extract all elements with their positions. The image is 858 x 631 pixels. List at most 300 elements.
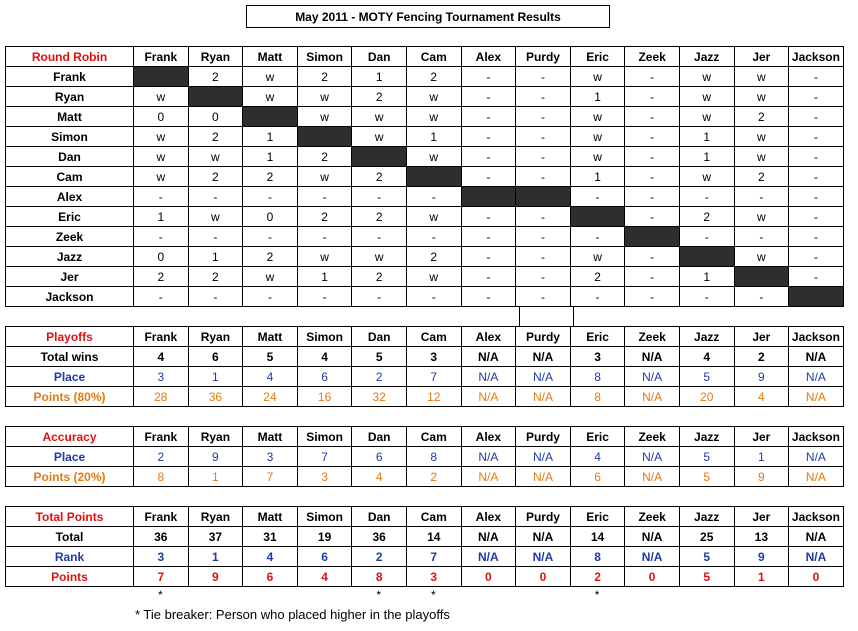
divider-line bbox=[519, 306, 520, 326]
table-cell: 24 bbox=[243, 387, 298, 407]
column-header: Dan bbox=[352, 427, 407, 447]
table-cell: 8 bbox=[570, 387, 625, 407]
column-header: Ryan bbox=[188, 507, 243, 527]
table-cell: 2 bbox=[570, 267, 625, 287]
column-header: Matt bbox=[243, 507, 298, 527]
column-header: Alex bbox=[461, 427, 516, 447]
row-label: Jer bbox=[6, 267, 134, 287]
table-cell: 9 bbox=[734, 547, 789, 567]
table-row bbox=[6, 287, 844, 307]
row-label: Total wins bbox=[6, 347, 134, 367]
table-cell: - bbox=[406, 287, 461, 307]
table-cell: 2 bbox=[352, 207, 407, 227]
table-cell: w bbox=[570, 147, 625, 167]
table-cell: w bbox=[297, 107, 352, 127]
table-cell: 36 bbox=[352, 527, 407, 547]
table-cell: - bbox=[734, 187, 789, 207]
table-cell: 2 bbox=[297, 207, 352, 227]
table-row bbox=[6, 167, 844, 187]
table-cell: 0 bbox=[625, 567, 680, 587]
row-label: Simon bbox=[6, 127, 134, 147]
table-cell: 12 bbox=[406, 387, 461, 407]
self-match-cell bbox=[243, 107, 298, 127]
self-match-cell bbox=[734, 267, 789, 287]
table-cell: w bbox=[243, 67, 298, 87]
divider-line bbox=[573, 306, 574, 326]
column-header: Purdy bbox=[516, 47, 571, 67]
table-cell: 37 bbox=[188, 527, 243, 547]
table-cell: 2 bbox=[352, 267, 407, 287]
table-cell: - bbox=[789, 67, 844, 87]
table-cell: 2 bbox=[243, 167, 298, 187]
table-cell: 2 bbox=[188, 167, 243, 187]
table-cell: - bbox=[461, 87, 516, 107]
column-header: Jer bbox=[734, 507, 789, 527]
table-cell: 2 bbox=[188, 67, 243, 87]
self-match-cell bbox=[406, 167, 461, 187]
table-cell: 1 bbox=[679, 267, 734, 287]
column-header: Eric bbox=[570, 47, 625, 67]
table-cell: 3 bbox=[406, 347, 461, 367]
row-label: Place bbox=[6, 447, 134, 467]
table-cell: N/A bbox=[516, 527, 571, 547]
section-label: Round Robin bbox=[6, 47, 134, 67]
table-cell: 3 bbox=[406, 567, 461, 587]
table-cell: - bbox=[461, 127, 516, 147]
table-cell: N/A bbox=[789, 527, 844, 547]
table-cell: 2 bbox=[570, 567, 625, 587]
total-points-table bbox=[5, 506, 844, 587]
table-cell: 1 bbox=[243, 147, 298, 167]
table-cell: 8 bbox=[406, 447, 461, 467]
table-cell: w bbox=[297, 87, 352, 107]
table-cell: - bbox=[789, 187, 844, 207]
table-cell: - bbox=[243, 287, 298, 307]
total-wins-row bbox=[6, 347, 844, 367]
table-cell: w bbox=[406, 267, 461, 287]
table-cell: - bbox=[516, 247, 571, 267]
column-header: Jackson bbox=[789, 507, 844, 527]
table-cell: 5 bbox=[679, 567, 734, 587]
table-cell: 4 bbox=[134, 347, 189, 367]
table-cell: 1 bbox=[243, 127, 298, 147]
table-cell: 16 bbox=[297, 387, 352, 407]
self-match-cell bbox=[516, 187, 571, 207]
table-cell: - bbox=[625, 67, 680, 87]
table-cell: N/A bbox=[625, 347, 680, 367]
section-label: Playoffs bbox=[6, 327, 134, 347]
header-row bbox=[6, 427, 844, 447]
row-label: Points (80%) bbox=[6, 387, 134, 407]
row-label: Cam bbox=[6, 167, 134, 187]
self-match-cell bbox=[188, 87, 243, 107]
self-match-cell bbox=[679, 247, 734, 267]
table-cell: - bbox=[516, 147, 571, 167]
table-cell: w bbox=[679, 107, 734, 127]
table-cell: w bbox=[243, 267, 298, 287]
table-cell: w bbox=[297, 167, 352, 187]
table-cell: w bbox=[679, 87, 734, 107]
rank-row bbox=[6, 547, 844, 567]
column-header: Dan bbox=[352, 507, 407, 527]
table-cell: 1 bbox=[570, 167, 625, 187]
table-cell: 2 bbox=[134, 447, 189, 467]
column-header: Jer bbox=[734, 327, 789, 347]
table-cell: 0 bbox=[516, 567, 571, 587]
table-cell: - bbox=[461, 67, 516, 87]
row-label: Frank bbox=[6, 67, 134, 87]
table-cell: 14 bbox=[570, 527, 625, 547]
table-cell: w bbox=[134, 87, 189, 107]
table-cell: 6 bbox=[570, 467, 625, 487]
column-header: Ryan bbox=[188, 327, 243, 347]
table-cell: N/A bbox=[461, 527, 516, 547]
table-cell: 20 bbox=[679, 387, 734, 407]
table-cell: N/A bbox=[625, 447, 680, 467]
table-cell: N/A bbox=[516, 467, 571, 487]
table-cell: w bbox=[352, 127, 407, 147]
tie-marker: * bbox=[594, 588, 600, 602]
table-cell: - bbox=[134, 187, 189, 207]
table-cell: 4 bbox=[243, 367, 298, 387]
table-cell: 36 bbox=[188, 387, 243, 407]
table-cell: - bbox=[516, 267, 571, 287]
playoffs-table bbox=[5, 326, 844, 407]
table-cell: 4 bbox=[734, 387, 789, 407]
place-row bbox=[6, 447, 844, 467]
table-cell: N/A bbox=[516, 447, 571, 467]
column-header: Ryan bbox=[188, 427, 243, 447]
table-cell: - bbox=[789, 167, 844, 187]
table-cell: - bbox=[134, 227, 189, 247]
table-cell: - bbox=[789, 207, 844, 227]
table-cell: 2 bbox=[406, 467, 461, 487]
table-cell: 1 bbox=[679, 127, 734, 147]
table-cell: 8 bbox=[570, 547, 625, 567]
table-cell: 8 bbox=[570, 367, 625, 387]
table-cell: - bbox=[789, 107, 844, 127]
table-cell: 1 bbox=[188, 467, 243, 487]
table-cell: - bbox=[243, 227, 298, 247]
table-cell: w bbox=[734, 127, 789, 147]
table-cell: - bbox=[789, 127, 844, 147]
row-label: Alex bbox=[6, 187, 134, 207]
column-header: Eric bbox=[570, 507, 625, 527]
table-cell: - bbox=[461, 267, 516, 287]
table-cell: 2 bbox=[406, 247, 461, 267]
table-cell: w bbox=[352, 247, 407, 267]
table-cell: w bbox=[406, 107, 461, 127]
table-cell: 9 bbox=[734, 467, 789, 487]
table-cell: N/A bbox=[461, 367, 516, 387]
table-cell: 7 bbox=[134, 567, 189, 587]
table-cell: - bbox=[789, 247, 844, 267]
table-cell: w bbox=[134, 127, 189, 147]
table-cell: - bbox=[188, 187, 243, 207]
table-cell: - bbox=[679, 227, 734, 247]
section-label: Accuracy bbox=[6, 427, 134, 447]
self-match-cell bbox=[352, 147, 407, 167]
table-cell: - bbox=[243, 187, 298, 207]
table-cell: - bbox=[625, 207, 680, 227]
points-row bbox=[6, 387, 844, 407]
table-cell: N/A bbox=[516, 347, 571, 367]
table-cell: 8 bbox=[134, 467, 189, 487]
column-header: Jazz bbox=[679, 327, 734, 347]
column-header: Jer bbox=[734, 47, 789, 67]
column-header: Jackson bbox=[789, 327, 844, 347]
column-header: Alex bbox=[461, 327, 516, 347]
table-cell: 4 bbox=[679, 347, 734, 367]
table-cell: w bbox=[679, 67, 734, 87]
column-header: Frank bbox=[134, 427, 189, 447]
table-cell: w bbox=[406, 207, 461, 227]
column-header: Zeek bbox=[625, 327, 680, 347]
table-row bbox=[6, 207, 844, 227]
table-cell: w bbox=[570, 107, 625, 127]
table-cell: w bbox=[734, 207, 789, 227]
table-cell: - bbox=[789, 267, 844, 287]
table-cell: - bbox=[297, 287, 352, 307]
table-cell: w bbox=[297, 247, 352, 267]
table-cell: - bbox=[570, 287, 625, 307]
table-cell: - bbox=[461, 207, 516, 227]
table-cell: 2 bbox=[297, 67, 352, 87]
table-cell: 1 bbox=[406, 127, 461, 147]
points-row bbox=[6, 567, 844, 587]
table-cell: 0 bbox=[134, 247, 189, 267]
table-cell: - bbox=[516, 127, 571, 147]
page-title: May 2011 - MOTY Fencing Tournament Results bbox=[246, 5, 610, 28]
row-label: Points bbox=[6, 567, 134, 587]
header-row bbox=[6, 47, 844, 67]
table-cell: N/A bbox=[789, 387, 844, 407]
table-cell: N/A bbox=[789, 367, 844, 387]
table-cell: 3 bbox=[570, 347, 625, 367]
column-header: Eric bbox=[570, 327, 625, 347]
column-header: Purdy bbox=[516, 427, 571, 447]
row-label: Points (20%) bbox=[6, 467, 134, 487]
table-cell: - bbox=[734, 227, 789, 247]
column-header: Jackson bbox=[789, 47, 844, 67]
table-cell: 2 bbox=[297, 147, 352, 167]
table-cell: 6 bbox=[297, 547, 352, 567]
table-cell: - bbox=[789, 227, 844, 247]
table-cell: 0 bbox=[134, 107, 189, 127]
table-cell: - bbox=[352, 287, 407, 307]
table-cell: 5 bbox=[243, 347, 298, 367]
self-match-cell bbox=[789, 287, 844, 307]
table-cell: 3 bbox=[297, 467, 352, 487]
table-cell: - bbox=[461, 287, 516, 307]
column-header: Simon bbox=[297, 327, 352, 347]
table-cell: 2 bbox=[188, 127, 243, 147]
table-cell: w bbox=[134, 147, 189, 167]
table-cell: 2 bbox=[352, 87, 407, 107]
row-label: Total bbox=[6, 527, 134, 547]
column-header: Zeek bbox=[625, 427, 680, 447]
row-label: Jackson bbox=[6, 287, 134, 307]
table-row bbox=[6, 147, 844, 167]
table-cell: w bbox=[734, 67, 789, 87]
table-cell: - bbox=[352, 187, 407, 207]
table-row bbox=[6, 227, 844, 247]
table-cell: - bbox=[461, 247, 516, 267]
table-cell: 7 bbox=[297, 447, 352, 467]
column-header: Purdy bbox=[516, 327, 571, 347]
row-label: Jazz bbox=[6, 247, 134, 267]
column-header: Jazz bbox=[679, 427, 734, 447]
table-cell: N/A bbox=[461, 387, 516, 407]
table-cell: - bbox=[625, 127, 680, 147]
table-cell: 7 bbox=[406, 547, 461, 567]
column-header: Cam bbox=[406, 47, 461, 67]
table-cell: 2 bbox=[734, 347, 789, 367]
table-cell: - bbox=[297, 227, 352, 247]
column-header: Matt bbox=[243, 47, 298, 67]
round-robin-table bbox=[5, 46, 844, 307]
table-cell: - bbox=[625, 267, 680, 287]
table-cell: N/A bbox=[461, 547, 516, 567]
table-cell: 2 bbox=[679, 207, 734, 227]
column-header: Simon bbox=[297, 507, 352, 527]
table-cell: - bbox=[461, 107, 516, 127]
table-cell: 31 bbox=[243, 527, 298, 547]
row-label: Ryan bbox=[6, 87, 134, 107]
table-cell: w bbox=[570, 127, 625, 147]
table-cell: 14 bbox=[406, 527, 461, 547]
column-header: Simon bbox=[297, 47, 352, 67]
table-cell: 0 bbox=[188, 107, 243, 127]
table-cell: 2 bbox=[243, 247, 298, 267]
table-cell: N/A bbox=[625, 467, 680, 487]
total-row bbox=[6, 527, 844, 547]
table-cell: 2 bbox=[734, 167, 789, 187]
points-row bbox=[6, 467, 844, 487]
table-cell: - bbox=[625, 187, 680, 207]
table-cell: w bbox=[734, 147, 789, 167]
section-label: Total Points bbox=[6, 507, 134, 527]
table-cell: - bbox=[516, 227, 571, 247]
tie-marker: * bbox=[376, 588, 382, 602]
column-header: Matt bbox=[243, 327, 298, 347]
footnote: * Tie breaker: Person who placed higher in the playoffs bbox=[135, 607, 450, 622]
table-cell: 4 bbox=[297, 567, 352, 587]
table-cell: - bbox=[679, 187, 734, 207]
table-cell: - bbox=[516, 107, 571, 127]
table-cell: N/A bbox=[516, 367, 571, 387]
table-cell: w bbox=[352, 107, 407, 127]
column-header: Zeek bbox=[625, 47, 680, 67]
table-cell: - bbox=[570, 227, 625, 247]
table-cell: 36 bbox=[134, 527, 189, 547]
place-row bbox=[6, 367, 844, 387]
table-cell: - bbox=[625, 167, 680, 187]
table-cell: - bbox=[297, 187, 352, 207]
table-cell: 6 bbox=[297, 367, 352, 387]
table-cell: - bbox=[461, 147, 516, 167]
row-label: Matt bbox=[6, 107, 134, 127]
table-cell: 6 bbox=[243, 567, 298, 587]
table-cell: 1 bbox=[188, 547, 243, 567]
column-header: Matt bbox=[243, 427, 298, 447]
self-match-cell bbox=[134, 67, 189, 87]
table-cell: 0 bbox=[243, 207, 298, 227]
column-header: Dan bbox=[352, 47, 407, 67]
accuracy-table bbox=[5, 426, 844, 487]
table-cell: 7 bbox=[406, 367, 461, 387]
table-cell: 32 bbox=[352, 387, 407, 407]
table-row bbox=[6, 107, 844, 127]
table-cell: N/A bbox=[516, 547, 571, 567]
tie-marker: * bbox=[430, 588, 436, 602]
table-row bbox=[6, 67, 844, 87]
table-cell: N/A bbox=[461, 347, 516, 367]
column-header: Frank bbox=[134, 47, 189, 67]
table-cell: - bbox=[406, 227, 461, 247]
table-cell: w bbox=[188, 207, 243, 227]
self-match-cell bbox=[461, 187, 516, 207]
table-cell: N/A bbox=[789, 547, 844, 567]
column-header: Frank bbox=[134, 327, 189, 347]
table-cell: 8 bbox=[352, 567, 407, 587]
table-cell: 19 bbox=[297, 527, 352, 547]
column-header: Simon bbox=[297, 427, 352, 447]
self-match-cell bbox=[570, 207, 625, 227]
table-row bbox=[6, 247, 844, 267]
table-cell: N/A bbox=[625, 367, 680, 387]
header-row bbox=[6, 507, 844, 527]
row-label: Zeek bbox=[6, 227, 134, 247]
column-header: Jackson bbox=[789, 427, 844, 447]
column-header: Cam bbox=[406, 427, 461, 447]
table-cell: 13 bbox=[734, 527, 789, 547]
column-header: Cam bbox=[406, 327, 461, 347]
table-cell: 2 bbox=[734, 107, 789, 127]
table-cell: 5 bbox=[352, 347, 407, 367]
table-cell: N/A bbox=[461, 467, 516, 487]
table-cell: - bbox=[516, 287, 571, 307]
table-cell: - bbox=[625, 107, 680, 127]
column-header: Zeek bbox=[625, 507, 680, 527]
table-cell: w bbox=[734, 87, 789, 107]
column-header: Jazz bbox=[679, 507, 734, 527]
table-cell: N/A bbox=[625, 547, 680, 567]
table-cell: 4 bbox=[297, 347, 352, 367]
table-row bbox=[6, 267, 844, 287]
table-cell: 2 bbox=[134, 267, 189, 287]
table-cell: 1 bbox=[297, 267, 352, 287]
row-label: Rank bbox=[6, 547, 134, 567]
table-cell: 5 bbox=[679, 447, 734, 467]
table-cell: N/A bbox=[789, 467, 844, 487]
table-cell: 9 bbox=[734, 367, 789, 387]
column-header: Ryan bbox=[188, 47, 243, 67]
table-cell: - bbox=[188, 287, 243, 307]
table-cell: 1 bbox=[134, 207, 189, 227]
table-row bbox=[6, 87, 844, 107]
column-header: Jer bbox=[734, 427, 789, 447]
table-cell: 2 bbox=[352, 367, 407, 387]
table-cell: - bbox=[134, 287, 189, 307]
table-cell: 3 bbox=[134, 367, 189, 387]
table-cell: - bbox=[516, 67, 571, 87]
table-cell: 4 bbox=[570, 447, 625, 467]
table-cell: 2 bbox=[352, 167, 407, 187]
table-cell: - bbox=[516, 167, 571, 187]
table-cell: - bbox=[789, 147, 844, 167]
table-cell: - bbox=[516, 87, 571, 107]
